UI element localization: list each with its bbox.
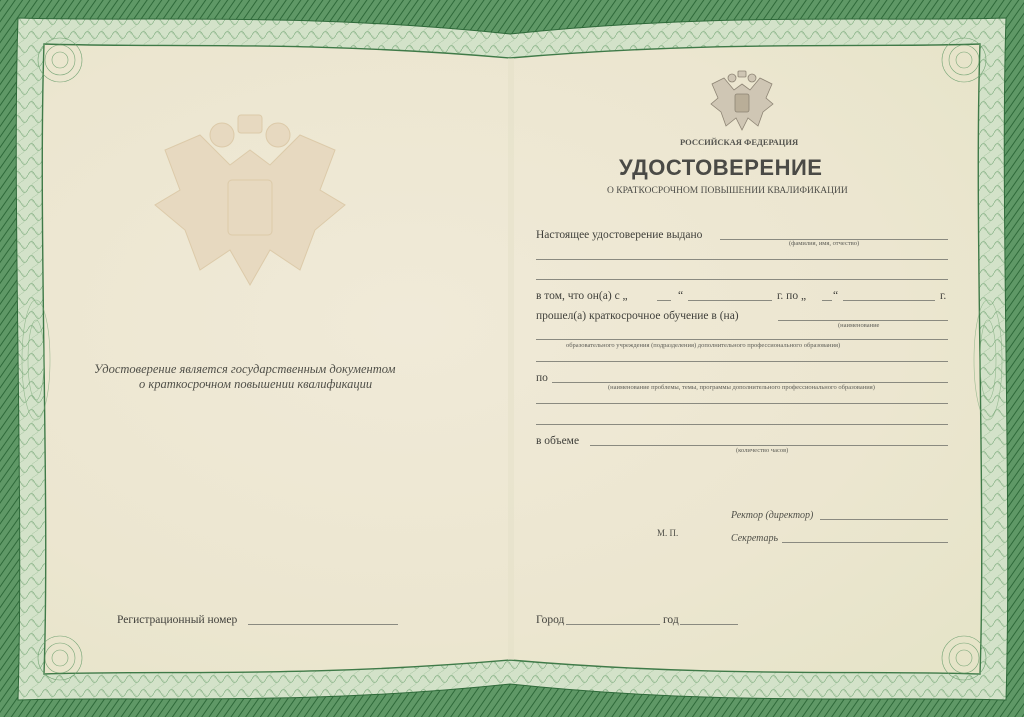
coat-of-arms-watermark-icon [150, 110, 350, 300]
full-name-field-2[interactable] [536, 259, 948, 260]
issued-to-label: Настоящее удостоверение выдано [536, 229, 703, 241]
program-label: по [536, 372, 548, 384]
hours-hint: (количество часов) [736, 447, 789, 454]
city-label: Город [536, 614, 565, 626]
program-field-2[interactable] [536, 403, 948, 404]
country-name: РОССИЙСКАЯ ФЕДЕРАЦИЯ [680, 137, 799, 147]
date-to-month-field[interactable] [843, 300, 935, 301]
institution-field[interactable] [778, 320, 948, 321]
date-from-day-field[interactable] [657, 300, 671, 301]
institution-naming-hint: (наименование [838, 322, 880, 329]
secretary-label: Секретарь [731, 533, 779, 544]
volume-label: в объеме [536, 435, 580, 447]
date-from-month-field[interactable] [688, 300, 772, 301]
program-field[interactable] [552, 382, 948, 383]
statement-line-2: о краткосрочном повышении квалификации [139, 377, 373, 391]
year-label: год [663, 614, 679, 626]
year-field[interactable] [680, 624, 738, 625]
document-title: УДОСТОВЕРЕНИЕ [619, 155, 823, 180]
seal-place-label: М. П. [657, 528, 679, 538]
quote-open-1: “ [678, 290, 684, 302]
full-name-hint: (фамилия, имя, отчество) [789, 240, 860, 247]
year-end-label: г. [940, 290, 947, 302]
program-field-3[interactable] [536, 424, 948, 425]
registration-number-field[interactable] [248, 624, 398, 625]
program-hint: (наименование проблемы, темы, программы дополнительного профессионального образования) [608, 384, 875, 391]
registration-number-label: Регистрационный номер [117, 614, 238, 626]
rector-label: Ректор (директор) [731, 510, 814, 521]
institution-field-3[interactable] [536, 361, 948, 362]
statement-line-1: Удостоверение является государственным документом [94, 362, 396, 376]
date-from-label: в том, что он(а) с „ [536, 290, 628, 302]
year-to-label: г. по „ [777, 290, 807, 302]
rector-signature-field[interactable] [820, 519, 948, 520]
coat-of-arms-icon [710, 70, 774, 132]
city-field[interactable] [566, 624, 660, 625]
institution-hint: образовательного учреждения (подразделения) дополнительного профессионального образования) [566, 342, 841, 349]
quote-open-2: “ [833, 290, 839, 302]
document-subtitle: О КРАТКОСРОЧНОМ ПОВЫШЕНИИ КВАЛИФИКАЦИИ [607, 186, 848, 196]
hours-field[interactable] [590, 445, 948, 446]
secretary-signature-field[interactable] [782, 542, 948, 543]
date-to-day-field[interactable] [822, 300, 832, 301]
institution-field-2[interactable] [536, 339, 948, 340]
passed-training-label: прошел(а) краткосрочное обучение в (на) [536, 310, 739, 322]
full-name-field-3[interactable] [536, 279, 948, 280]
